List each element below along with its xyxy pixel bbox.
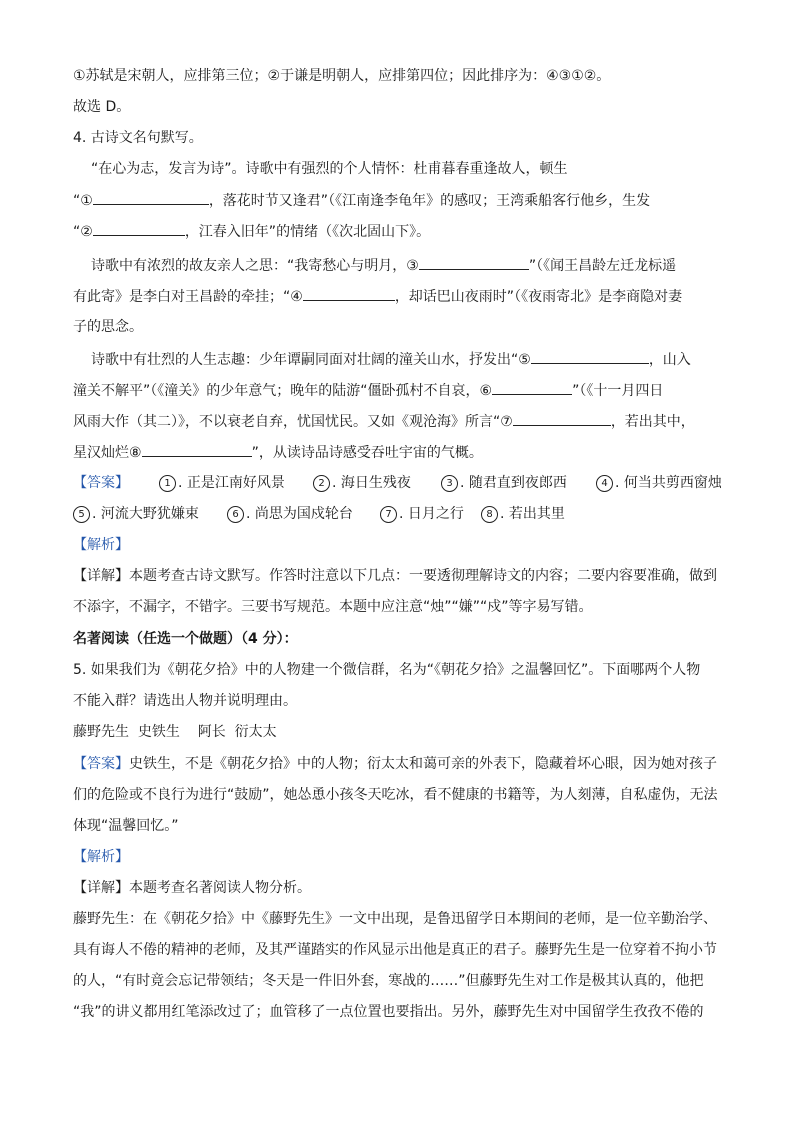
answer-text: . 若出其里 — [500, 506, 565, 522]
detail-text: 本题考查名著阅读人物分析。 — [129, 880, 311, 896]
text: 有此寄》是李白对王昌龄的牵挂；“④ — [73, 289, 303, 305]
q3-line-1: ①苏轼是宋朝人，应排第三位；②于谦是明朝人，应排第四位；因此排序为：④③①②。 — [73, 68, 611, 84]
blank-6 — [492, 380, 572, 395]
answer-2 — [313, 473, 411, 493]
text: “② — [73, 224, 93, 240]
q4-p2-line-1 — [91, 255, 676, 276]
text: 诗歌中有壮烈的人生志趣：少年谭嗣同面对壮阔的潼关山水，抒发出“⑤ — [91, 352, 531, 368]
q5-answer-line-2: 们的危险或不良行为进行“鼓励”，她怂恿小孩冬天吃冰，看不健康的书籍等，为人刻薄，自私虚伪，无法 — [73, 787, 718, 803]
answer-3 — [441, 473, 567, 493]
q5-question-line-1: 5. 如果我们为《朝花夕拾》中的人物建一个微信群，名为“《朝花夕拾》之温馨回忆”。下面哪两个人物 — [73, 662, 701, 678]
text: ，江春入旧年”的情绪（《次北固山下》。 — [184, 224, 431, 240]
blank-7 — [513, 411, 611, 426]
text: ，落花时节又逢君”（《江南逢李龟年》的感叹；王湾乘船客行他乡，生发 — [208, 193, 651, 209]
text: 星汉灿烂⑧ — [73, 445, 142, 461]
answer-text: . 何当共剪西窗烛 — [615, 475, 722, 491]
text: 风雨大作（其二）》，不以衰老自弃，忧国忧民。又如《观沧海》所言“⑦ — [73, 414, 513, 430]
answer-text: . 正是江南好风景 — [178, 475, 285, 491]
answer-num: 5 — [73, 506, 90, 523]
q5-detail-line-3: 的人，“有时竟会忘记带领结；冬天是一件旧外套，寒战的……”但藤野先生对工作是极其认真的，他把 — [73, 973, 704, 989]
q3-line-2: 故选 D。 — [73, 99, 131, 115]
blank-3 — [419, 255, 529, 270]
q4-detail-line-2: 不添字，不漏字，不错字。三要书写规范。本题中应注意“烛”“嫌”“戍”等字易写错。 — [73, 599, 593, 615]
q5-detail-line-1: 藤野先生：在《朝花夕拾》中《藤野先生》一文中出现，是鲁迅留学日本期间的老师，是一位辛勤治学、 — [73, 911, 717, 927]
q4-detail-line-1 — [73, 566, 717, 586]
q5-answer-line-1 — [73, 754, 717, 774]
q4-p3-line-2 — [73, 380, 663, 401]
answer-num: 7 — [380, 506, 397, 523]
answer-tag: 【答案】 — [73, 756, 129, 772]
detail-tag: 【详解】 — [73, 880, 129, 896]
q4-answer-row-1 — [73, 473, 722, 493]
answer-tag: 【答案】 — [73, 475, 129, 491]
answer-num: 1 — [159, 475, 176, 492]
q5-detail-line-4: “我”的讲义都用红笔添改过了；血管移了一点位置也要指出。另外，藤野先生对中国留学生孜孜不倦的 — [73, 1004, 704, 1020]
detail-text: 本题考查古诗文默写。作答时注意以下几点：一要透彻理解诗文的内容；二要内容要准确，做到 — [129, 568, 717, 584]
q4-p3-line-3 — [73, 411, 695, 432]
blank-4 — [303, 286, 395, 301]
section-title: 名著阅读（任选一个做题）（4 分）： — [73, 631, 298, 647]
q5-detail-line-2: 具有诲人不倦的精神的老师，及其严谨踏实的作风显示出他是真正的君子。藤野先生是一位穿着不拘小节 — [73, 942, 717, 958]
text: ”（《闻王昌龄左迁龙标遥 — [528, 258, 677, 274]
text: ”，从读诗品诗感受吞吐宇宙的气概。 — [251, 445, 483, 461]
q5-detail-line — [73, 878, 311, 898]
answer-text: 史铁生，不是《朝花夕拾》中的人物；衍太太和蔼可亲的外表下，隐藏着坏心眼，因为她对孩子 — [129, 756, 717, 772]
answer-text: . 随君直到夜郎西 — [460, 475, 567, 491]
text: “① — [73, 193, 93, 209]
answer-text: . 尚思为国戍轮台 — [246, 506, 353, 522]
answer-text: . 河流大野犹嫌束 — [92, 506, 199, 522]
text: ，山入 — [648, 352, 691, 368]
q4-analysis-tag: 【解析】 — [73, 537, 129, 553]
answer-num: 2 — [313, 475, 330, 492]
q4-p2-line-2 — [73, 286, 682, 307]
q4-title: 4. 古诗文名句默写。 — [73, 130, 203, 146]
answer-7 — [380, 504, 464, 524]
text: ，却话巴山夜雨时”（《夜雨寄北》是李商隐对妻 — [394, 289, 683, 305]
text: ”（《十一月四日 — [572, 383, 664, 399]
q5-analysis-tag: 【解析】 — [73, 849, 129, 865]
answer-num: 6 — [227, 506, 244, 523]
answer-text: . 日月之行 — [399, 506, 464, 522]
q4-p3-line-1 — [91, 349, 691, 370]
q5-question-line-2: 不能入群？请选出人物并说明理由。 — [73, 693, 297, 709]
q4-p1-line-3 — [73, 221, 430, 242]
q5-options: 藤野先生 史铁生 阿长 衍太太 — [73, 724, 277, 740]
answer-5 — [73, 504, 199, 524]
answer-4 — [596, 473, 722, 493]
blank-5 — [531, 349, 649, 364]
detail-tag: 【详解】 — [73, 568, 129, 584]
blank-1 — [93, 190, 209, 205]
q4-p1-line-1: “在心为志，发言为诗”。诗歌中有强烈的个人情怀：杜甫暮春重逢故人，顿生 — [91, 161, 568, 177]
q4-p1-line-2 — [73, 190, 650, 211]
text: 潼关不解平”（《潼关》的少年意气；晚年的陆游“僵卧孤村不自哀，⑥ — [73, 383, 493, 399]
blank-8 — [142, 442, 252, 457]
answer-1 — [159, 473, 285, 493]
q4-p2-line-3: 子的思念。 — [73, 319, 143, 335]
q4-p3-line-4 — [73, 442, 483, 463]
answer-6 — [227, 504, 353, 524]
answer-num: 4 — [596, 475, 613, 492]
answer-8 — [481, 504, 565, 524]
text: 诗歌中有浓烈的故友亲人之思：“我寄愁心与明月，③ — [91, 258, 419, 274]
answer-num: 3 — [441, 475, 458, 492]
answer-num: 8 — [481, 506, 498, 523]
text: ，若出其中， — [610, 414, 695, 430]
answer-text: . 海日生残夜 — [332, 475, 411, 491]
blank-2 — [93, 221, 185, 236]
q5-answer-line-3: 体现“温馨回忆。” — [73, 818, 179, 834]
